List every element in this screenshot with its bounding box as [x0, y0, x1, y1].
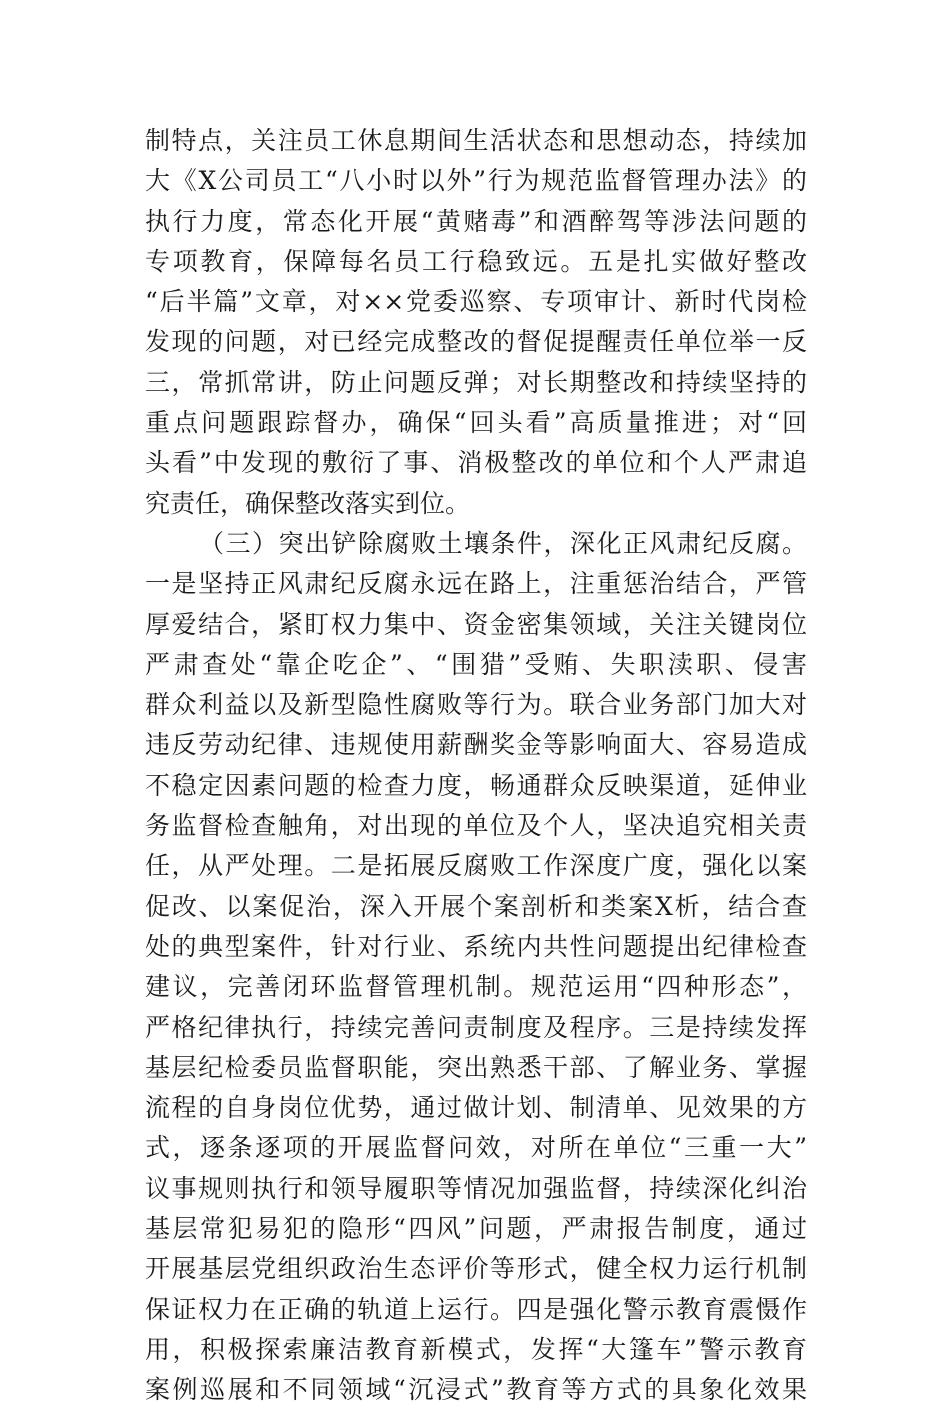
- text-line: 三，常抓常讲，防止问题反弹；对长期整改和持续坚持的: [145, 367, 807, 397]
- text-line: 式，逐条逐项的开展监督问效，对所在单位“三重一大”: [145, 1133, 807, 1163]
- text-line: 一是坚持正风肃纪反腐永远在路上，注重惩治结合，严管: [145, 569, 807, 599]
- text-line: 基层常犯易犯的隐形“四风”问题，严肃报告制度，通过: [145, 1214, 807, 1244]
- text-line: 头看”中发现的敷衍了事、消极整改的单位和个人严肃追: [145, 448, 807, 478]
- text-line: 不稳定因素问题的检查力度，畅通群众反映渠道，延伸业: [145, 770, 807, 800]
- text-line: 专项教育，保障每名员工行稳致远。五是扎实做好整改: [145, 246, 807, 276]
- text-line: 执行力度，常态化开展“黄赌毒”和酒醉驾等涉法问题的: [145, 206, 807, 236]
- text-line: 任，从严处理。二是拓展反腐败工作深度广度，强化以案: [145, 851, 807, 881]
- text-line: 处的典型案件，针对行业、系统内共性问题提出纪律检查: [145, 931, 807, 961]
- text-line: 制特点，关注员工休息期间生活状态和思想动态，持续加: [145, 126, 807, 155]
- text-line: 违反劳动纪律、违规使用薪酬奖金等影响面大、容易造成: [145, 730, 807, 760]
- text-line: 保证权力在正确的轨道上运行。四是强化警示教育震慑作: [145, 1294, 807, 1324]
- text-line: 案例巡展和不同领域“沉浸式”教育等方式的具象化效果: [145, 1375, 807, 1405]
- text-line: “后半篇”文章，对××党委巡察、专项审计、新时代岗检: [145, 287, 807, 317]
- text-line: 议事规则执行和领导履职等情况加强监督，持续深化纠治: [145, 1173, 807, 1203]
- text-line: 务监督检查触角，对出现的单位及个人，坚决追究相关责: [145, 811, 807, 841]
- text-line: 基层纪检委员监督职能，突出熟悉干部、了解业务、掌握: [145, 1052, 807, 1082]
- document-body: [145, 121, 807, 1411]
- text-line: 开展基层党组织政治生态评价等形式，健全权力运行机制: [145, 1254, 807, 1284]
- text-line: 重点问题跟踪督办，确保“回头看”高质量推进；对“回: [145, 408, 807, 438]
- text-line: 厚爱结合，紧盯权力集中、资金密集领域，关注关键岗位: [145, 609, 807, 639]
- text-line: 群众利益以及新型隐性腐败等行为。联合业务部门加大对: [145, 690, 807, 720]
- text-line: 促改、以案促治，深入开展个案剖析和类案X析，结合查: [145, 891, 807, 921]
- text-line: 大《X公司员工“八小时以外”行为规范监督管理办法》的: [145, 166, 807, 196]
- text-line: 严肃查处“靠企吃企”、“围猎”受贿、失职渎职、侵害: [145, 649, 807, 679]
- text-line: 流程的自身岗位优势，通过做计划、制清单、见效果的方: [145, 1093, 807, 1123]
- text-line: 究责任，确保整改落实到位。: [145, 488, 471, 518]
- section-heading: （三）突出铲除腐败土壤条件，深化正风肃纪反腐。: [199, 528, 807, 558]
- text-line: 用，积极探索廉洁教育新模式，发挥“大篷车”警示教育: [145, 1334, 807, 1364]
- text-line: 建议，完善闭环监督管理机制。规范运用“四种形态”，: [145, 972, 807, 1002]
- text-line: 严格纪律执行，持续完善问责制度及程序。三是持续发挥: [145, 1012, 807, 1042]
- text-line: 发现的问题，对已经完成整改的督促提醒责任单位举一反: [145, 327, 807, 357]
